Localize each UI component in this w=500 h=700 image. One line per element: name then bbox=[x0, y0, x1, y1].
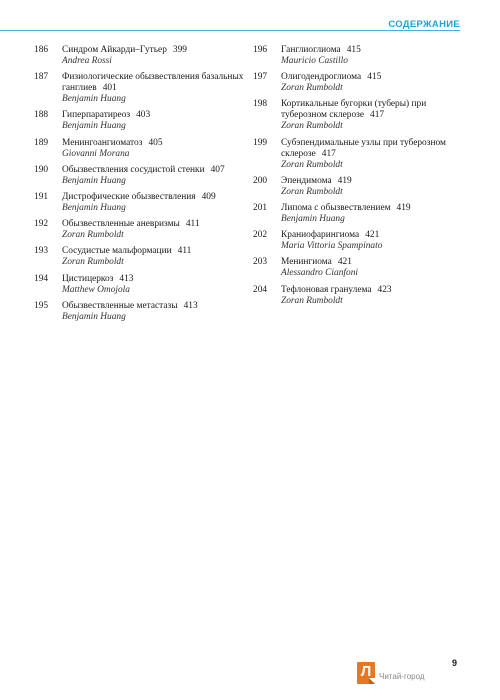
page-ref: 403 bbox=[136, 110, 151, 121]
toc-entry bbox=[34, 138, 244, 160]
entry-body bbox=[62, 246, 244, 268]
chapter-title: Цистицеркоз bbox=[62, 273, 114, 284]
chapter-title: Дистрофические обызвествления bbox=[62, 191, 196, 202]
author-name: Maria Vittoria Spampinato bbox=[281, 241, 383, 252]
chapter-number: 200 bbox=[253, 175, 268, 186]
author-name: Matthew Omojola bbox=[62, 284, 130, 295]
section-title: СОДЕРЖАНИЕ bbox=[388, 19, 460, 30]
toc-entry bbox=[34, 45, 244, 67]
page-ref: 405 bbox=[148, 137, 163, 148]
page-ref: 409 bbox=[201, 191, 216, 202]
chapter-title-line bbox=[281, 176, 468, 187]
page-ref: 421 bbox=[365, 230, 380, 241]
chapter-number: 186 bbox=[34, 45, 49, 55]
chapter-title: Краниофарингиома bbox=[281, 230, 360, 241]
chapter-number: 195 bbox=[34, 300, 49, 311]
toc-entry bbox=[34, 301, 244, 323]
toc-entry bbox=[34, 72, 244, 105]
chapter-number: 194 bbox=[34, 273, 49, 284]
chapter-title-line bbox=[62, 246, 244, 257]
chapter-number: 201 bbox=[253, 202, 268, 213]
chapter-title-line bbox=[281, 99, 468, 121]
toc-entry bbox=[253, 230, 468, 252]
author-name: Giovanni Morana bbox=[62, 148, 130, 159]
chapter-number: 191 bbox=[34, 191, 49, 202]
toc-entry bbox=[34, 274, 244, 296]
toc-entry bbox=[34, 192, 244, 214]
chapter-title: Эпендимома bbox=[281, 175, 332, 186]
page-ref: 415 bbox=[346, 45, 361, 55]
author-name: Zoran Rumboldt bbox=[281, 121, 343, 132]
chapter-title: Обызвествленные метастазы bbox=[62, 300, 178, 311]
chapter-number: 190 bbox=[34, 164, 49, 175]
chapter-number: 189 bbox=[34, 137, 49, 148]
toc-entry bbox=[34, 165, 244, 187]
entry-body bbox=[62, 110, 244, 132]
chapter-title-line bbox=[281, 203, 468, 214]
chapter-title: Обызвествленные аневризмы bbox=[62, 219, 180, 230]
watermark-text: Читай-город bbox=[379, 672, 425, 681]
chapter-number: 187 bbox=[34, 72, 49, 83]
toc-entry bbox=[253, 138, 468, 171]
chapter-number: 193 bbox=[34, 246, 49, 257]
toc-entry bbox=[253, 285, 468, 307]
author-name: Zoran Rumboldt bbox=[62, 257, 124, 268]
chapter-title-line bbox=[62, 72, 244, 94]
chapter-title: Обызвествления сосудистой стенки bbox=[62, 164, 205, 175]
page-ref: 417 bbox=[370, 110, 385, 121]
entry-body bbox=[281, 99, 468, 132]
author-name: Benjamin Huang bbox=[62, 94, 126, 105]
entry-body bbox=[281, 138, 468, 171]
page-ref: 423 bbox=[377, 284, 392, 295]
entry-body bbox=[62, 45, 244, 67]
entry-body bbox=[62, 192, 244, 214]
entry-body bbox=[281, 203, 468, 225]
toc-entry bbox=[253, 203, 468, 225]
author-name: Zoran Rumboldt bbox=[281, 295, 343, 306]
chapter-title-line bbox=[62, 165, 244, 176]
publisher-logo-icon bbox=[357, 662, 375, 684]
chapter-number: 204 bbox=[253, 284, 268, 295]
header-divider bbox=[0, 30, 460, 31]
chapter-title: Олигодендроглиома bbox=[281, 72, 362, 83]
chapter-number: 199 bbox=[253, 137, 268, 148]
chapter-title-line bbox=[62, 110, 244, 121]
chapter-title: Физиологические обызвествления базальных ганглиев bbox=[62, 72, 244, 94]
chapter-title: Гиперпаратиреоз bbox=[62, 110, 131, 121]
chapter-number: 188 bbox=[34, 110, 49, 121]
entry-body bbox=[62, 138, 244, 160]
chapter-title: Тефлоновая гранулема bbox=[281, 284, 372, 295]
entry-body bbox=[281, 72, 468, 94]
chapter-title-line bbox=[62, 274, 244, 285]
toc-entry bbox=[253, 99, 468, 132]
author-name: Zoran Rumboldt bbox=[281, 159, 343, 170]
page-ref: 419 bbox=[396, 202, 411, 213]
toc-entry bbox=[34, 219, 244, 241]
page-number: 9 bbox=[451, 658, 457, 668]
toc-entry bbox=[253, 176, 468, 198]
author-name: Zoran Rumboldt bbox=[62, 230, 124, 241]
chapter-title: Липома с обызвествлением bbox=[281, 202, 391, 213]
entry-body bbox=[281, 230, 468, 252]
chapter-title: Сосудистые мальформации bbox=[62, 246, 172, 257]
toc-entry bbox=[34, 246, 244, 268]
chapter-title-line bbox=[62, 45, 244, 56]
entry-body bbox=[62, 274, 244, 296]
author-name: Benjamin Huang bbox=[281, 213, 345, 224]
logo-letter: Л bbox=[360, 663, 372, 680]
page-header bbox=[0, 0, 500, 30]
author-name: Benjamin Huang bbox=[62, 202, 126, 213]
page-ref: 401 bbox=[102, 83, 117, 94]
author-name: Alessandro Cianfoni bbox=[281, 268, 358, 279]
entry-body bbox=[62, 72, 244, 105]
page-ref: 411 bbox=[185, 219, 200, 230]
chapter-title: Субэпендимальные узлы при туберозном склерозе bbox=[281, 137, 446, 159]
chapter-title-line bbox=[62, 301, 244, 312]
toc-entry bbox=[253, 72, 468, 94]
chapter-title: Ганглиоглиома bbox=[281, 45, 341, 55]
page-ref: 407 bbox=[210, 164, 225, 175]
author-name: Zoran Rumboldt bbox=[281, 83, 343, 94]
page-ref: 421 bbox=[337, 257, 352, 268]
chapter-title-line bbox=[62, 138, 244, 149]
entry-body bbox=[281, 176, 468, 198]
chapter-title: Менингоангиоматоз bbox=[62, 137, 143, 148]
page-ref: 417 bbox=[321, 148, 336, 159]
entry-body bbox=[62, 219, 244, 241]
logo-fold bbox=[369, 678, 375, 684]
page-ref: 411 bbox=[177, 246, 192, 257]
chapter-title: Кортикальные бугорки (туберы) при туберозном склерозе bbox=[281, 99, 427, 121]
page-ref: 415 bbox=[367, 72, 382, 83]
author-name: Zoran Rumboldt bbox=[281, 186, 343, 197]
toc-entry bbox=[253, 45, 468, 67]
chapter-number: 202 bbox=[253, 230, 268, 241]
chapter-title-line bbox=[281, 257, 468, 268]
page-ref: 399 bbox=[172, 45, 187, 55]
chapter-number: 192 bbox=[34, 219, 49, 230]
page-ref: 419 bbox=[337, 175, 352, 186]
chapter-number: 198 bbox=[253, 99, 268, 110]
chapter-number: 196 bbox=[253, 45, 268, 55]
entry-body bbox=[281, 45, 468, 67]
toc-entry bbox=[34, 110, 244, 132]
entry-body bbox=[62, 301, 244, 323]
chapter-title-line bbox=[281, 138, 468, 160]
chapter-title: Синдром Айкарди–Гутьер bbox=[62, 45, 167, 55]
chapter-title-line bbox=[281, 72, 468, 83]
page-ref: 413 bbox=[119, 273, 134, 284]
chapter-title-line bbox=[62, 192, 244, 203]
author-name: Benjamin Huang bbox=[62, 311, 126, 322]
chapter-title-line bbox=[281, 45, 468, 56]
entry-body bbox=[62, 165, 244, 187]
toc-entry bbox=[253, 257, 468, 279]
author-name: Benjamin Huang bbox=[62, 175, 126, 186]
author-name: Andrea Rossi bbox=[62, 56, 112, 66]
chapter-number: 203 bbox=[253, 257, 268, 268]
chapter-title-line bbox=[62, 219, 244, 230]
author-name: Benjamin Huang bbox=[62, 121, 126, 132]
chapter-title-line bbox=[281, 230, 468, 241]
entry-body bbox=[281, 257, 468, 279]
chapter-title: Менингиома bbox=[281, 257, 332, 268]
entry-body bbox=[281, 285, 468, 307]
author-name: Mauricio Castillo bbox=[281, 56, 348, 66]
page-ref: 413 bbox=[183, 300, 198, 311]
toc-column-right bbox=[253, 45, 468, 312]
chapter-title-line bbox=[281, 285, 468, 296]
toc-column-left bbox=[34, 45, 244, 328]
chapter-number: 197 bbox=[253, 72, 268, 83]
